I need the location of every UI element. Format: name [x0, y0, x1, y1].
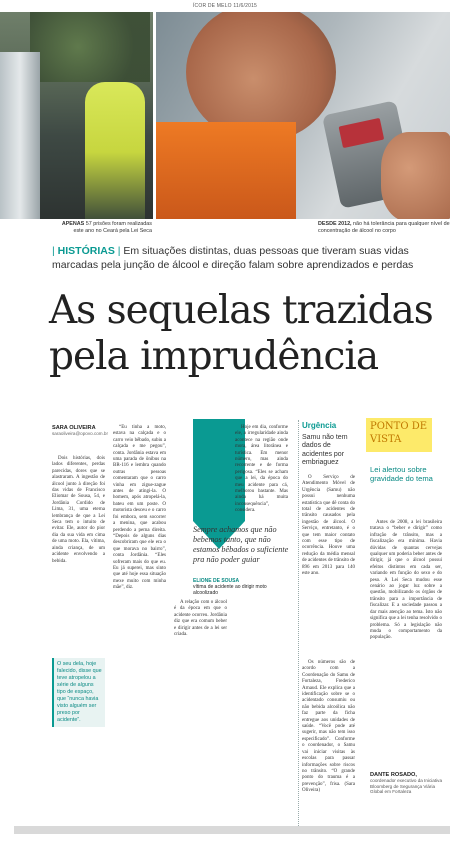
- sidebar-column-2: Os números são de acordo com a Coordenação do Samu de Fortaleza, Frederico Arnaud. Ele explica que a identificação sobre se o acidentado consumiu ou não bebida alcoólica não faz parte da ficha entregue aos unidades de saúde. “Você pode até sugerir, mas não tem isso especificado”. Conforme o coordenador, o Samu vai iniciar visitas às escolas para passar informações sobre riscos no trânsito. “O grande ponto do trauma é a prevenção”, frisa. (Sara Oliveira): [302, 660, 355, 794]
- bottom-bar: [14, 826, 450, 834]
- masthead: ÍCOR DE MELO 11/6/2015: [192, 3, 258, 9]
- article-column-1: Dois histórias, dois lados diferentes, perdas parecidas, dores que se alastraram. A ingestão de álcool junto à direção foi das vidas de Francisco Eliomar de Sousa, 54, e Jordânia Cordido de Lima, 31, uma eterna lembrança de que a Lei Seca tem o intuito de evitar. Ele, autor do pior dia da sua vida em cima de uma moto. Ela, vítima, ainda criança, de um acidente envolvendo a bebida.: [52, 456, 105, 564]
- byline: SARA OLIVEIRA saraoliveira@opovo.com.br: [52, 425, 108, 436]
- big-quote-attribution: ELIONE DE SOUSA vítima de acidente ao dirigir moto alcoolizado: [193, 578, 267, 596]
- headline: As sequelas trazidas pela imprudência: [49, 288, 433, 379]
- ponto-de-vista-headline: Lei alertou sobre gravidade do tema: [370, 465, 433, 483]
- driver-shirt: [156, 122, 296, 219]
- trees: [30, 12, 150, 82]
- hand: [381, 132, 450, 219]
- photo-breathalyzer: [156, 12, 450, 219]
- kicker-tag: HISTÓRIAS: [57, 245, 115, 257]
- sidebar-title: Samu não tem dados de acidentes por embriaguez: [302, 434, 348, 467]
- photo-police-checkpoint: [0, 12, 153, 219]
- sidebar-column-1: O Serviço de Atendimento Móvel de Urgência (Samu) não possui nenhuma estatística que dê conta do total de acidentes de trânsito causados pela ingestão de álcool. O Serviço, entretanto, é o que tem maior contato com esse tipo de ocorrência. Houve uma redução da média mensal de acidentes de trânsito de 896 em 2013 para 140 este ano.: [302, 475, 355, 577]
- photo-caption-right: DESDE 2012, não há tolerância para qualquer nível de concentração de álcool no corpo: [318, 221, 450, 234]
- kicker: | HISTÓRIAS | Em situações distintas, duas pessoas que tiveram suas vidas marcadas pela junção de álcool e direção falam sobre aprendizados e perdas: [52, 245, 414, 271]
- pull-quote: O seu dela, hoje falecido, disse que teve atropelou a série de alguns tipo de espaço, que “nunca havia visto alguém ser preso por acidente”.: [52, 658, 105, 727]
- photo-caption-left: APENAS 57 prisões foram realizadas este ano no Ceará pela Lei Seca: [61, 221, 152, 234]
- big-quote: Sempre achamos que não bebemos tanto, que não estamos bêbados o suficiente pra não poder guiar: [193, 525, 289, 564]
- article-column-3-text: A relação com o álcool é da época em que o acidente ocorreu. Jordânia diz que era comum beber e dirigir antes de a lei ser criada.: [174, 600, 227, 638]
- article-column-2: “Eu tinha a moto, estava na calçada e o carro veio bêbado, subiu a calçada e me pegou”, conta. Jordânia estava em uma parada de ônibus na BR-116 e lembra quando outras pessoas comentaram que o carro vinha em zigue-zague antes de atingi-la. O homem, após atropelá-la, bateu em um poste. O motorista desceu e o carro foi embora, sem socorrer a menina, que acabou perdendo a perna direita. “Depois de alguns dias descobriram que ele era o que morava no bairro”, conta Jordânia. “Eles sofreram mais do que eu. Eu já superei, mas sinto que até hoje essa situação mexe muito com minha mãe”, diz.: [113, 425, 166, 591]
- ponto-de-vista-label: PONTO DE VISTA: [370, 421, 428, 445]
- column-divider: [298, 420, 299, 828]
- sidebar-tag: Urgência: [302, 421, 337, 430]
- kicker-text: Em situações distintas, duas pessoas que tiveram suas vidas marcadas pela junção de álcool e direção falam sobre aprendizados e perdas: [52, 245, 414, 271]
- officer: [85, 82, 145, 219]
- ponto-de-vista-author: DANTE ROSADO, coordenador executivo da Iniciativa Bloomberg de Segurança Viária Global em Fortaleza: [370, 772, 443, 795]
- car: [0, 52, 40, 219]
- ponto-de-vista-text: Antes de 2008, a lei brasileira tratava o “beber e dirigir” como infração de trânsito, mas a fiscalização era mínima. Havia dúvidas de quantas cervejas qualquer um poderia beber antes de dirigir, já que o álcool possui efeitos distintos em cada ser, variando em função do sexo e do peso. A Lei Seca mudou esse cenário ao jogar luz sobre a questão, mobilizando os órgãos de trânsito para a importância de fiscalizar. E a sociedade passou a dar mais atenção ao tema. Isto não significa que a lei tenha resolvido o problema. Só a legislação não muda o comportamento da população.: [370, 520, 442, 641]
- article-column-4: Hoje em dia, conforme ele, a irregularidade ainda acontece na região onde mora, área litorânea e turística. Em menor número, mas ainda recorrente e de forma perigosa. “Eles se acham que a lei, da época do meu acidente para cá, melhorou bastante. Mas ainda há muita inconsequência”, considera.: [235, 425, 288, 514]
